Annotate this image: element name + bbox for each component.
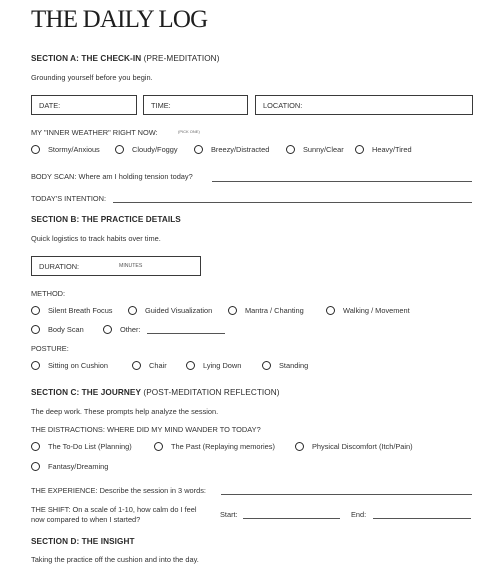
shift-start-label: Start: bbox=[220, 510, 238, 519]
distraction-option-fantasy[interactable] bbox=[31, 462, 108, 471]
method-option-mantra[interactable] bbox=[228, 306, 304, 315]
distraction-option-label: The Past (Replaying memories) bbox=[171, 442, 275, 451]
distractions-label: THE DISTRACTIONS: WHERE DID MY MIND WANDER TO TODAY? bbox=[31, 425, 261, 434]
section-a-heading-bold: SECTION A: THE CHECK-IN bbox=[31, 54, 142, 63]
posture-option-label: Chair bbox=[149, 361, 167, 370]
radio-circle[interactable] bbox=[262, 361, 271, 370]
radio-circle[interactable] bbox=[295, 442, 304, 451]
posture-option-cushion[interactable] bbox=[31, 361, 108, 370]
shift-end-line[interactable] bbox=[373, 518, 471, 519]
time-field[interactable] bbox=[143, 95, 248, 115]
section-c-heading-rest: (POST-MEDITATION REFLECTION) bbox=[141, 388, 280, 397]
section-a-heading bbox=[31, 54, 220, 63]
section-c-heading-bold: SECTION C: THE JOURNEY bbox=[31, 388, 142, 397]
radio-circle[interactable] bbox=[31, 306, 40, 315]
section-b-heading bbox=[31, 215, 181, 224]
page-title: THE DAILY LOG bbox=[31, 6, 208, 33]
location-field[interactable] bbox=[255, 95, 473, 115]
weather-option-label: Sunny/Clear bbox=[303, 145, 344, 154]
method-option-walking[interactable] bbox=[326, 306, 410, 315]
method-option-silent-breath[interactable] bbox=[31, 306, 113, 315]
method-option-label: Walking / Movement bbox=[343, 306, 410, 315]
body-scan-line[interactable] bbox=[212, 181, 472, 182]
section-a-heading-rest: (PRE-MEDITATION) bbox=[141, 54, 220, 63]
distraction-option-label: The To-Do List (Planning) bbox=[48, 442, 132, 451]
weather-option-label: Heavy/Tired bbox=[372, 145, 412, 154]
radio-circle[interactable] bbox=[154, 442, 163, 451]
weather-option-sunny[interactable] bbox=[286, 145, 344, 154]
duration-unit: MINUTES bbox=[119, 263, 143, 269]
section-d-heading-bold: SECTION D: THE INSIGHT bbox=[31, 537, 135, 546]
method-other-line[interactable] bbox=[147, 333, 225, 334]
section-d-subtitle: Taking the practice off the cushion and into the day. bbox=[31, 555, 199, 564]
duration-label: DURATION: bbox=[39, 262, 80, 271]
intention-line[interactable] bbox=[113, 202, 472, 203]
experience-label: THE EXPERIENCE: Describe the session in 3 words: bbox=[31, 486, 206, 495]
section-c-heading bbox=[31, 388, 280, 397]
radio-circle[interactable] bbox=[115, 145, 124, 154]
radio-circle[interactable] bbox=[128, 306, 137, 315]
date-label: DATE: bbox=[39, 101, 61, 110]
radio-circle[interactable] bbox=[194, 145, 203, 154]
distraction-option-label: Fantasy/Dreaming bbox=[48, 462, 109, 471]
distraction-option-label: Physical Discomfort (Itch/Pain) bbox=[312, 442, 413, 451]
radio-circle[interactable] bbox=[103, 325, 112, 334]
method-option-other[interactable] bbox=[103, 325, 141, 334]
shift-start-line[interactable] bbox=[243, 518, 340, 519]
weather-option-stormy[interactable] bbox=[31, 145, 100, 154]
distraction-option-past[interactable] bbox=[154, 442, 275, 451]
radio-circle[interactable] bbox=[355, 145, 364, 154]
section-d-heading bbox=[31, 537, 135, 546]
pick-one-note: (PICK ONE) bbox=[178, 129, 200, 134]
radio-circle[interactable] bbox=[31, 145, 40, 154]
radio-circle[interactable] bbox=[286, 145, 295, 154]
section-b-heading-bold: SECTION B: THE PRACTICE DETAILS bbox=[31, 215, 181, 224]
distraction-option-todo[interactable] bbox=[31, 442, 132, 451]
weather-option-label: Breezy/Distracted bbox=[211, 145, 270, 154]
method-option-label: Silent Breath Focus bbox=[48, 306, 113, 315]
intention-label: TODAY'S INTENTION: bbox=[31, 194, 107, 203]
posture-option-chair[interactable] bbox=[132, 361, 167, 370]
weather-option-cloudy[interactable] bbox=[115, 145, 178, 154]
method-option-body-scan[interactable] bbox=[31, 325, 84, 334]
distraction-option-physical[interactable] bbox=[295, 442, 413, 451]
method-label: METHOD: bbox=[31, 289, 66, 298]
method-option-label: Guided Visualization bbox=[145, 306, 213, 315]
duration-field[interactable] bbox=[31, 256, 201, 276]
time-label: TIME: bbox=[151, 101, 171, 110]
weather-option-breezy[interactable] bbox=[194, 145, 269, 154]
section-b-subtitle: Quick logistics to track habits over time. bbox=[31, 234, 161, 243]
weather-option-label: Cloudy/Foggy bbox=[132, 145, 178, 154]
radio-circle[interactable] bbox=[31, 361, 40, 370]
radio-circle[interactable] bbox=[31, 442, 40, 451]
radio-circle[interactable] bbox=[186, 361, 195, 370]
weather-option-label: Stormy/Anxious bbox=[48, 145, 100, 154]
radio-circle[interactable] bbox=[228, 306, 237, 315]
method-option-label: Other: bbox=[120, 325, 141, 334]
method-option-label: Body Scan bbox=[48, 325, 84, 334]
section-c-subtitle: The deep work. These prompts help analyze the session. bbox=[31, 407, 219, 416]
location-label: LOCATION: bbox=[263, 101, 303, 110]
posture-label: POSTURE: bbox=[31, 344, 69, 353]
posture-option-lying-down[interactable] bbox=[186, 361, 241, 370]
radio-circle[interactable] bbox=[132, 361, 141, 370]
experience-line[interactable] bbox=[221, 494, 472, 495]
posture-option-label: Lying Down bbox=[203, 361, 242, 370]
method-option-label: Mantra / Chanting bbox=[245, 306, 304, 315]
radio-circle[interactable] bbox=[31, 462, 40, 471]
posture-option-label: Standing bbox=[279, 361, 309, 370]
posture-option-label: Sitting on Cushion bbox=[48, 361, 108, 370]
shift-line-2: now compared to when I started? bbox=[31, 515, 141, 524]
shift-line-1: THE SHIFT: On a scale of 1-10, how calm do I feel bbox=[31, 505, 197, 514]
weather-option-heavy[interactable] bbox=[355, 145, 412, 154]
date-field[interactable] bbox=[31, 95, 137, 115]
inner-weather-label: MY "INNER WEATHER" RIGHT NOW: bbox=[31, 128, 158, 137]
method-option-guided-visualization[interactable] bbox=[128, 306, 212, 315]
posture-option-standing[interactable] bbox=[262, 361, 308, 370]
radio-circle[interactable] bbox=[326, 306, 335, 315]
section-a-subtitle: Grounding yourself before you begin. bbox=[31, 73, 153, 82]
radio-circle[interactable] bbox=[31, 325, 40, 334]
body-scan-label: BODY SCAN: Where am I holding tension today? bbox=[31, 172, 193, 181]
shift-end-label: End: bbox=[351, 510, 367, 519]
